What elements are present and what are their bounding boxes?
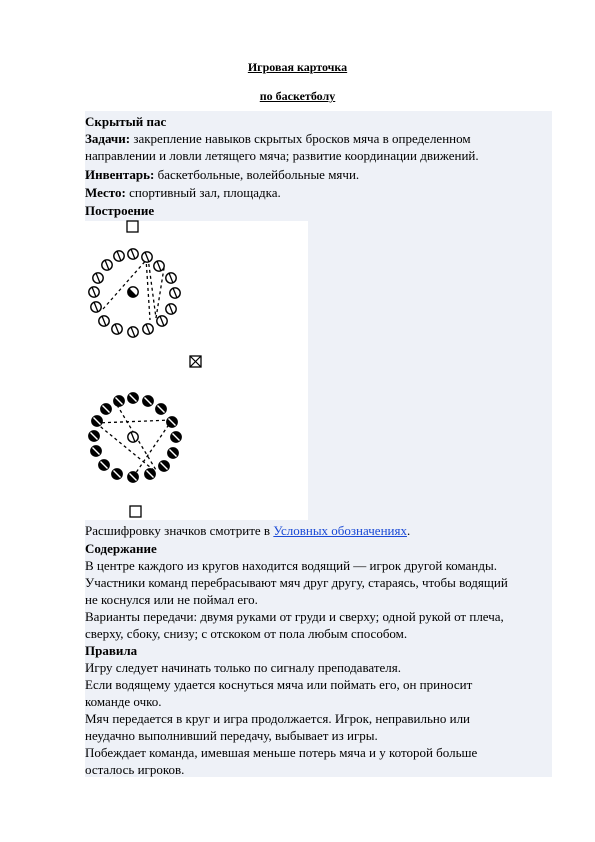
- rules-line: команде очко.: [85, 694, 162, 709]
- rules-line: осталось игроков.: [85, 762, 185, 777]
- player-icon: [112, 469, 122, 479]
- player-icon: [92, 416, 102, 426]
- content-line: Участники команд перебрасывают мяч друг другу, стараясь, чтобы водящий: [85, 575, 508, 590]
- tasks-text-1: закрепление навыков скрытых бросков мяча в определенном: [130, 131, 471, 146]
- rules-line: Побеждает команда, имевшая меньше потерь мяча и у которой больше: [85, 745, 478, 760]
- player-icon: [128, 393, 138, 403]
- legend-link[interactable]: Условных обозначениях: [273, 523, 407, 538]
- content-line: сверху, сбоку, снизу; с отскоком от пола любым способом.: [85, 626, 408, 641]
- rules-heading: Правила: [85, 643, 138, 658]
- card-subtitle: по баскетболу: [259, 89, 336, 103]
- player-icon: [114, 251, 124, 261]
- player-icon: [156, 404, 166, 414]
- legend-line: [85, 522, 555, 539]
- inventory-label: Инвентарь:: [85, 167, 155, 182]
- player-icon: [157, 316, 167, 326]
- place-text: спортивный зал, площадка.: [125, 185, 281, 200]
- player-icon: [112, 324, 122, 334]
- rules-line: Мяч передается в круг и игра продолжается. Игрок, неправильно или: [85, 711, 471, 726]
- player-icon: [154, 261, 164, 271]
- player-icon: [167, 417, 177, 427]
- player-icon: [93, 273, 103, 283]
- player-icon: [166, 273, 176, 283]
- player-icon: [166, 304, 176, 314]
- rules-line: Игру следует начинать только по сигналу преподавателя.: [85, 660, 402, 675]
- legend-prefix: Расшифровку значков смотрите в: [85, 523, 274, 538]
- rules-line: неудачно выполнивший передачу, выбывает из игры.: [85, 728, 378, 743]
- player-icon: [128, 327, 138, 337]
- player-icon: [102, 260, 112, 270]
- player-icon: [170, 288, 180, 298]
- player-icon: [168, 448, 178, 458]
- coach-square-icon-top: [127, 221, 138, 232]
- player-icon: [91, 302, 101, 312]
- player-icon: [128, 249, 138, 259]
- tasks-line-2: направлении и ловли летящего мяча; развитие координации движений.: [85, 148, 479, 163]
- center-player-icon: [128, 432, 138, 442]
- player-icon: [159, 461, 169, 471]
- player-icon: [171, 432, 181, 442]
- player-icon: [143, 396, 153, 406]
- player-icon: [99, 316, 109, 326]
- card-title: Игровая карточка: [247, 60, 348, 74]
- legend-suffix: .: [406, 523, 411, 538]
- players-bottom: [89, 393, 181, 482]
- player-icon: [142, 252, 152, 262]
- player-icon: [91, 446, 101, 456]
- players-top: [89, 249, 180, 337]
- formation-heading: Построение: [85, 203, 155, 218]
- content-line: Варианты передачи: двумя руками от груди и сверху; одной рукой от плеча,: [85, 609, 504, 624]
- player-icon: [89, 287, 99, 297]
- content-heading: Содержание: [85, 541, 157, 556]
- coach-square-icon-bottom: [130, 506, 141, 517]
- player-icon: [128, 472, 138, 482]
- rules-line: Если водящему удается коснуться мяча или поймать его, он приносит: [85, 677, 473, 692]
- player-icon: [145, 469, 155, 479]
- player-icon: [101, 404, 111, 414]
- place-label: Место:: [85, 185, 126, 200]
- center-player-icon: [128, 287, 138, 297]
- player-icon: [89, 431, 99, 441]
- player-icon: [143, 324, 153, 334]
- inventory-text: баскетбольные, волейбольные мячи.: [154, 167, 360, 182]
- content-line: не коснулся или не поймал его.: [85, 592, 258, 607]
- player-icon: [99, 460, 109, 470]
- tasks-label: Задачи:: [85, 131, 131, 146]
- game-name: Скрытый пас: [85, 114, 167, 129]
- content-line: В центре каждого из кругов находится водящий — игрок другой команды.: [85, 558, 497, 573]
- player-icon: [114, 396, 124, 406]
